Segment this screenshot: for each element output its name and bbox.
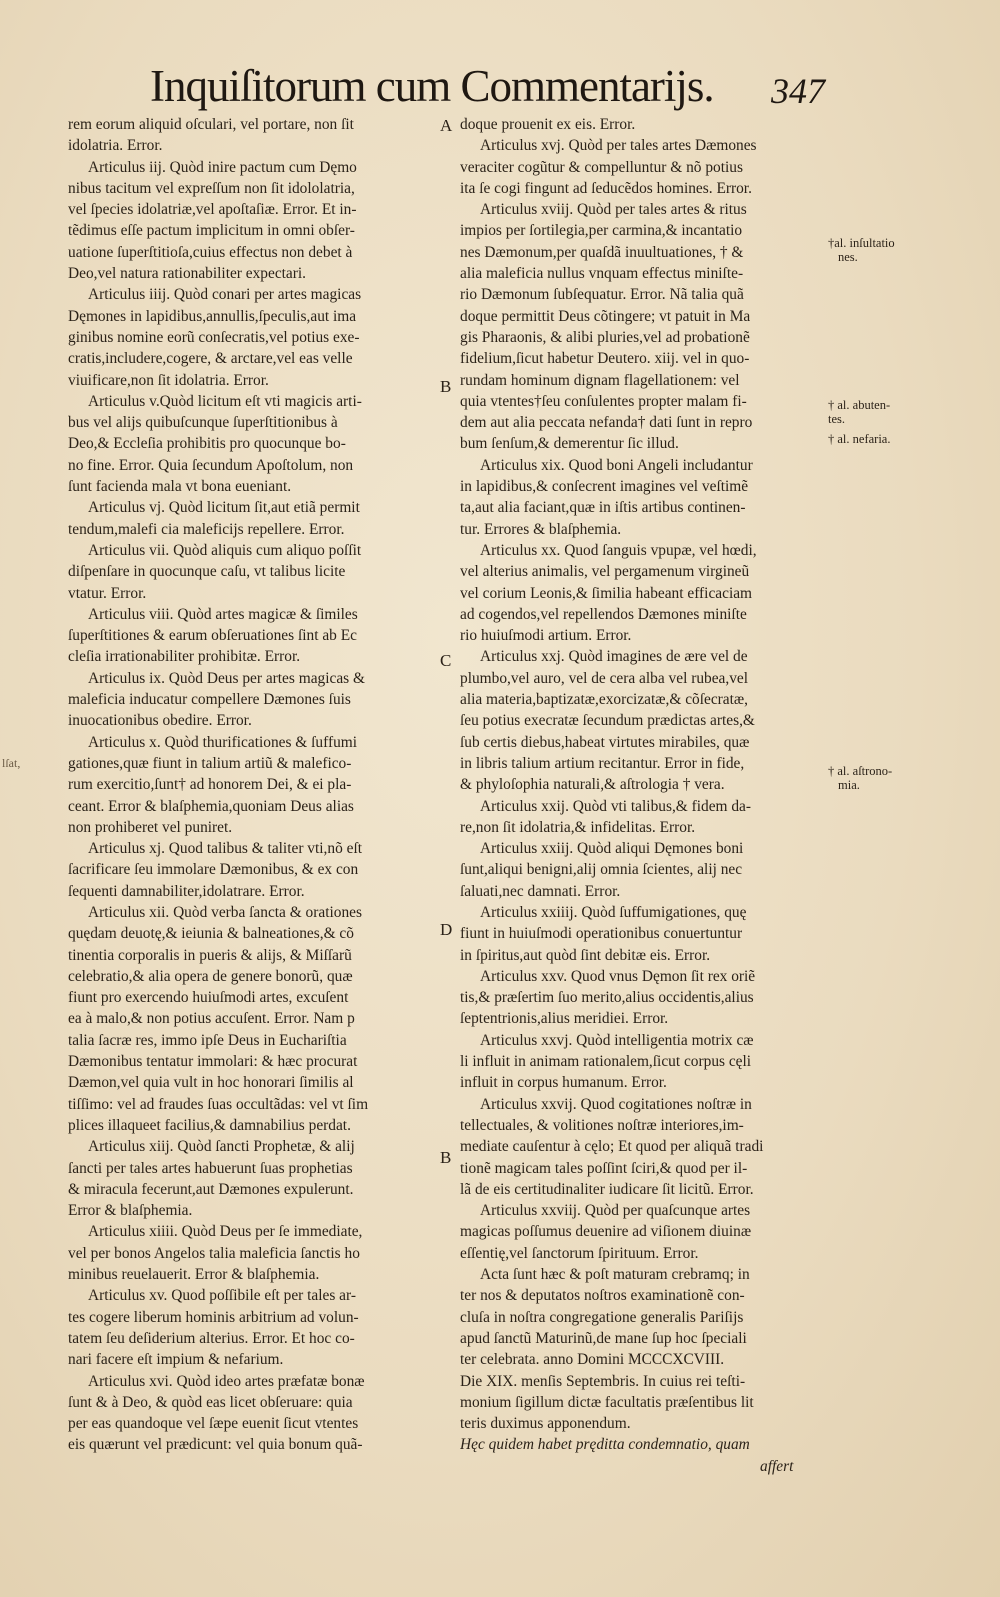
left-column-line: celebratio,& alia opera de genere bonorũ, quæ <box>68 967 353 985</box>
margin-note-line: nes. <box>838 250 858 264</box>
left-column-line: tendum,malefi cia maleficijs repellere. Error. <box>68 520 345 538</box>
left-column-line: nari facere eſt impium & nefarium. <box>68 1351 284 1369</box>
margin-note-abutentes <box>828 398 938 426</box>
left-column-line: tinentia corporalis in pueris & alijs, & Miſſarũ <box>68 946 352 964</box>
right-column-line: Articulus xviij. Quòd per tales artes & ritus <box>480 201 747 219</box>
left-column-line: ſequenti damnabiliter,idolatrare. Error. <box>68 882 305 900</box>
right-column-line: ta,aut alia faciant,quæ in iſtis artibus continen- <box>460 499 746 517</box>
right-column-line: ſeu potius execratæ ſecundum prædictas artes,& <box>460 712 755 730</box>
left-column-line: ſacrificare ſeu immolare Dæmonibus, & ex con <box>68 861 359 879</box>
right-column-line: bum ſenſum,& demerentur ſic illud. <box>460 435 679 453</box>
right-column-line: ſeptentrionis,alius meridiei. Error. <box>460 1010 669 1028</box>
right-column-line: influit in corpus humanum. Error. <box>460 1074 667 1092</box>
right-column-line: apud ſanctũ Maturinũ,de mane ſup hoc ſpeciali <box>460 1329 747 1347</box>
left-column-line: cratis,includere,cogere, & arctare,vel eas velle <box>68 350 353 368</box>
right-column-line: Articulus xvj. Quòd per tales artes Dæmones <box>480 137 757 155</box>
left-column-line: eis quærunt vel prædicunt: vel quia bonum quã- <box>68 1436 363 1454</box>
margin-note-line: † al. abuten- <box>828 398 891 412</box>
right-column-line: rundam hominum dignam flagellationem: vel <box>460 371 740 389</box>
margin-note-line: † al. nefaria. <box>828 432 891 446</box>
left-column-line: Articulus xii. Quòd verba ſancta & orationes <box>88 903 362 921</box>
right-column-line: Articulus xxj. Quòd imagines de ære vel de <box>480 648 748 666</box>
left-column-line: non prohiberet vel puniret. <box>68 818 233 836</box>
right-column-line: alia materia,baptizatæ,exorcizatæ,& cõſecratæ, <box>460 691 749 709</box>
left-column-line: & miracula fecerunt,aut Dæmones expulerunt. <box>68 1180 354 1198</box>
margin-note-insultationes <box>828 236 938 264</box>
margin-note-nefaria <box>828 432 938 446</box>
left-column-line: Articulus v.Quòd licitum eſt vti magicis arti- <box>88 392 362 410</box>
right-column-line: Articulus xix. Quod boni Angeli includantur <box>480 456 753 474</box>
left-column-line: rem eorum aliquid oſculari, vel portare, non ſit <box>68 116 354 133</box>
margin-note-line: tes. <box>828 412 846 426</box>
left-column-line: ceant. Error & blaſphemia,quoniam Deus alias <box>68 797 354 815</box>
left-column-line: plices illaqueet facilius,& damnabilius perdat. <box>68 1116 351 1134</box>
left-column-line: gationes,quæ fiunt in talium artiũ & malefico- <box>68 754 352 772</box>
right-column-line: li influit in animam rationalem,ſicut corpus cęli <box>460 1053 752 1071</box>
right-column-line: Acta ſunt hæc & poſt maturam crebramq; in <box>480 1266 750 1284</box>
right-column-line: monium ſigillum dictæ facultatis præſentibus lit <box>460 1393 754 1411</box>
right-column-line: fiunt in huiuſmodi operationibus conuertuntur <box>460 925 743 943</box>
left-column-line: Deo,vel natura rationabiliter expectari. <box>68 265 307 283</box>
left-column-line: Deo,& Eccleſia prohibitis pro quocunque bo- <box>68 435 346 453</box>
section-letter-d: D <box>440 920 453 939</box>
right-column-line: alia maleficia nullus vnquam effectus miniſte- <box>460 265 744 283</box>
right-column-line: Articulus xxij. Quòd vti talibus,& fidem da- <box>480 797 752 815</box>
right-column-line: quia vtentes†ſeu conſulentes propter malam fi- <box>460 392 747 410</box>
left-column-line: quędam deuotę,& ieiunia & balneationes,& cõ <box>68 925 354 943</box>
left-column-line: ginibus nomine eorũ conſecratis,vel potius exe- <box>68 328 360 346</box>
left-column-line: Articulus vii. Quòd aliquis cum aliquo poſſit <box>88 541 362 559</box>
right-column-line: rio Dæmonum ſubſequatur. Error. Nã talia quã <box>460 286 744 304</box>
right-column-line: rio huiuſmodi artium. Error. <box>460 627 632 645</box>
left-column-line: per eas quandoque vel ſæpe euenit ſicut vtentes <box>68 1415 359 1433</box>
left-column-line: ſancti per tales artes habuerunt ſuas prophetias <box>68 1159 353 1177</box>
left-column-line: minibus reuelauerit. Error & blaſphemia. <box>68 1266 320 1284</box>
margin-note-line: †al. inſultatio <box>828 236 895 250</box>
right-column-line: tur. Errores & blaſphemia. <box>460 520 622 538</box>
right-column-line: Articulus xxv. Quod vnus Dęmon ſit rex oriẽ <box>480 967 756 985</box>
left-column-line: tatem ſeu deſiderium alterius. Error. Et hoc co- <box>68 1329 355 1347</box>
section-letter-b-lower: B <box>440 1148 452 1167</box>
margin-note-line: mia. <box>838 778 860 792</box>
left-column-line: Articulus xv. Quod poſſibile eſt per tales ar- <box>88 1287 356 1305</box>
left-column-line: ſuperſtitiones & earum obſeruationes ſint ab Ec <box>68 627 357 645</box>
left-column-line: Articulus x. Quòd thurificationes & ſuffumi <box>88 733 358 751</box>
right-column-line: Articulus xxvij. Quod cogitationes noſtræ in <box>480 1095 752 1113</box>
right-column-line: doque permittit Deus cõtingere; vt patuit in Ma <box>460 307 751 325</box>
left-column-line: viuificare,non ſit idolatria. Error. <box>68 371 269 389</box>
right-column-line: magicas poſſumus deuenire ad viſionem diuinæ <box>460 1223 752 1241</box>
right-column-line: plumbo,vel auro, vel de cera alba vel rubea,vel <box>460 669 749 687</box>
right-column-line: re,non ſit idolatria,& infidelitas. Error. <box>460 818 696 836</box>
left-column-line: bus vel alijs quibuſcunque ſuperſtitionibus à <box>68 414 338 432</box>
left-column-line: talia ſacræ res, immo ipſe Deus in Euchariſtia <box>68 1031 347 1049</box>
right-column-line: nes Dæmonum,per quaſdã inuultuationes, † & <box>460 243 744 261</box>
right-column-line: in ſpiritus,aut quòd ſint debitæ eis. Error. <box>460 946 711 964</box>
left-column-line: no fine. Error. Quia ſecundum Apoſtolum, non <box>68 456 354 474</box>
right-column-line: Articulus xxiij. Quòd aliqui Dęmones boni <box>480 840 744 858</box>
right-column-line: in libris talium artium recitantur. Error in fide, <box>460 754 745 772</box>
left-column-line: idolatria. Error. <box>68 137 163 155</box>
running-title: Inquiſitorum cum Commentarijs. <box>150 61 714 111</box>
left-column-line: Articulus iij. Quòd inire pactum cum Dęmo <box>88 158 357 176</box>
right-column-line: fidelium,ſicut habetur Deutero. xiij. vel in quo- <box>460 350 750 368</box>
right-column-line: ter nos & deputatos noſtros examinationẽ con- <box>460 1287 745 1305</box>
right-column-line: lã de eis certitudinaliter iudicare ſit licitũ. Error. <box>460 1180 754 1198</box>
left-column-line: inuocationibus obedire. Error. <box>68 712 252 730</box>
left-column-line: vel ſpecies idolatriæ,vel apoſtaſiæ. Error. Et in- <box>68 201 357 219</box>
left-column-line: vtatur. Error. <box>68 584 147 602</box>
right-column-line: ſaluati,nec damnati. Error. <box>460 882 621 900</box>
left-column-line: Articulus viii. Quòd artes magicæ & ſimiles <box>88 605 358 623</box>
left-column-line: maleficia inducatur compellere Dæmones ſuis <box>68 691 351 709</box>
section-letter-c: C <box>440 651 452 670</box>
right-column-line: ita ſe cogi fingunt ad ſeducẽdos homines. Error. <box>460 179 752 197</box>
left-column-line: ea à malo,& non potius accuſent. Error. Nam p <box>68 1010 355 1028</box>
right-column-line: ter celebrata. anno Domini MCCCXCVIII. <box>460 1351 725 1369</box>
left-column-line: Articulus xiij. Quòd ſancti Prophetæ, & alij <box>88 1138 355 1156</box>
right-column-line: & phyloſophia naturali,& aſtrologia † vera. <box>460 776 725 794</box>
left-column-line: tes cogere liberum hominis arbitrium ad volun- <box>68 1308 359 1326</box>
left-column-line: Error & blaſphemia. <box>68 1202 193 1220</box>
left-column-line: nibus tacitum vel expreſſum non ſit idololatria, <box>68 179 355 197</box>
page-number: 347 <box>771 71 825 111</box>
right-column-line: vel alterius animalis, vel pergamenum virgineũ <box>460 563 750 581</box>
left-column-line: ſunt facienda mala vt bona eueniant. <box>68 478 292 496</box>
left-column-line: uatione ſuperſtitioſa,cuius effectus non debet à <box>68 243 353 261</box>
right-column-line: tellectuales, & volitiones noſtræ interiores,im- <box>460 1116 744 1134</box>
left-column-line: ſunt & à Deo, & quòd eas licet obſeruare: quia <box>68 1393 353 1411</box>
section-letter-a: A <box>440 116 453 135</box>
right-column-line: doque prouenit ex eis. Error. <box>460 116 636 133</box>
left-column-line: rum exercitio,ſunt† ad honorem Dei, & ei pla- <box>68 776 352 794</box>
right-column-line: ſunt,aliqui benigni,alij omnia ſcientes, alij nec <box>460 861 743 879</box>
right-column-line: gis Pharaonis, & alibi pluries,vel ad probationẽ <box>460 328 750 346</box>
left-text-column <box>68 114 438 1456</box>
left-column-line: Articulus xvi. Quòd ideo artes præfatæ bonæ <box>88 1372 365 1390</box>
right-column-line: impios per ſortilegia,per carmina,& incantatio <box>460 222 743 240</box>
right-column-line: dem aut alia peccata nefanda† dati ſunt in repro <box>460 414 753 432</box>
right-column-line: ſub certis diebus,habeat virtutes mirabiles, quæ <box>460 733 750 751</box>
right-column-line: vel corium Leonis,& ſimilia habeant efficaciam <box>460 584 753 602</box>
left-column-line: Articulus xiiii. Quòd Deus per ſe immediate, <box>88 1223 363 1241</box>
left-column-line: vel per bonos Angelos talia maleficia ſanctis ho <box>68 1244 360 1262</box>
left-column-line: Dæmon,vel quia vult in hoc honorari ſimilis al <box>68 1074 354 1092</box>
left-column-line: fiunt pro exercendo huiuſmodi artes, excuſent <box>68 989 349 1007</box>
right-column-line: teris duximus apponendum. <box>460 1415 631 1433</box>
left-column-line: Dęmones in lapidibus,annullis,ſpeculis,aut ima <box>68 307 357 325</box>
right-column-line: cluſa in noſtra congregatione generalis Pariſijs <box>460 1308 744 1326</box>
left-column-line: Articulus iiij. Quòd conari per artes magicas <box>88 286 362 304</box>
right-column-line: Articulus xx. Quod ſanguis vpupæ, vel hœdi, <box>480 541 757 559</box>
left-column-line: tẽdimus eſſe pactum implicitum in omni obſer- <box>68 222 355 240</box>
right-column-line: affert <box>760 1457 794 1475</box>
right-text-column <box>460 114 818 1477</box>
margin-note-line: † al. aſtrono- <box>828 764 893 778</box>
right-column-line: in lapidibus,& conſecrent imagines vel veſtimẽ <box>460 478 749 496</box>
section-letter-b: B <box>440 377 452 396</box>
left-column-line: Articulus xj. Quod talibus & taliter vti,nõ eſt <box>88 840 363 858</box>
page-header <box>150 60 850 116</box>
right-column-line: Hęc quidem habet pręditta condemnatio, quam <box>460 1436 750 1454</box>
stray-margin-mark: lſat, <box>2 756 21 770</box>
left-column-line: diſpenſare in quocunque caſu, vt talibus licite <box>68 563 346 581</box>
right-column-line: Articulus xxviij. Quòd per quaſcunque artes <box>480 1202 751 1220</box>
right-column-line: eſſentię,vel ſanctorum ſpirituum. Error. <box>460 1244 699 1262</box>
right-column-line: tis,& præſertim ſuo merito,alius occidentis,alius <box>460 989 754 1007</box>
right-column-line: Die XIX. menſis Septembris. In cuius rei teſti- <box>460 1372 746 1390</box>
right-column-line: Articulus xxvj. Quòd intelligentia motrix cæ <box>480 1031 754 1049</box>
right-column-line: mediate cauſentur à cęlo; Et quod per aliquã tradi <box>460 1138 764 1156</box>
left-column-line: Articulus vj. Quòd licitum ſit,aut etiã permit <box>88 499 360 517</box>
left-column-line: cleſia irrationabiliter prohibitæ. Error. <box>68 648 301 666</box>
right-column-line: tionẽ magicam tales poſſint ſciri,& quod per il- <box>460 1159 748 1177</box>
right-column-line: veraciter cogũtur & compelluntur & nõ potius <box>460 158 743 176</box>
right-column-line: Articulus xxiiij. Quòd ſuffumigationes, quę <box>480 903 747 921</box>
left-column-line: Dæmonibus tentatur immolari: & hæc procurat <box>68 1053 358 1071</box>
margin-note-astronomia <box>828 764 938 792</box>
left-column-line: tiſſimo: vel ad fraudes ſuas occultãdas: vel vt ſim <box>68 1095 369 1113</box>
right-column-line: ad cogendos,vel repellendos Dæmones miniſte <box>460 605 747 623</box>
left-column-line: Articulus ix. Quòd Deus per artes magicas & <box>88 669 365 687</box>
